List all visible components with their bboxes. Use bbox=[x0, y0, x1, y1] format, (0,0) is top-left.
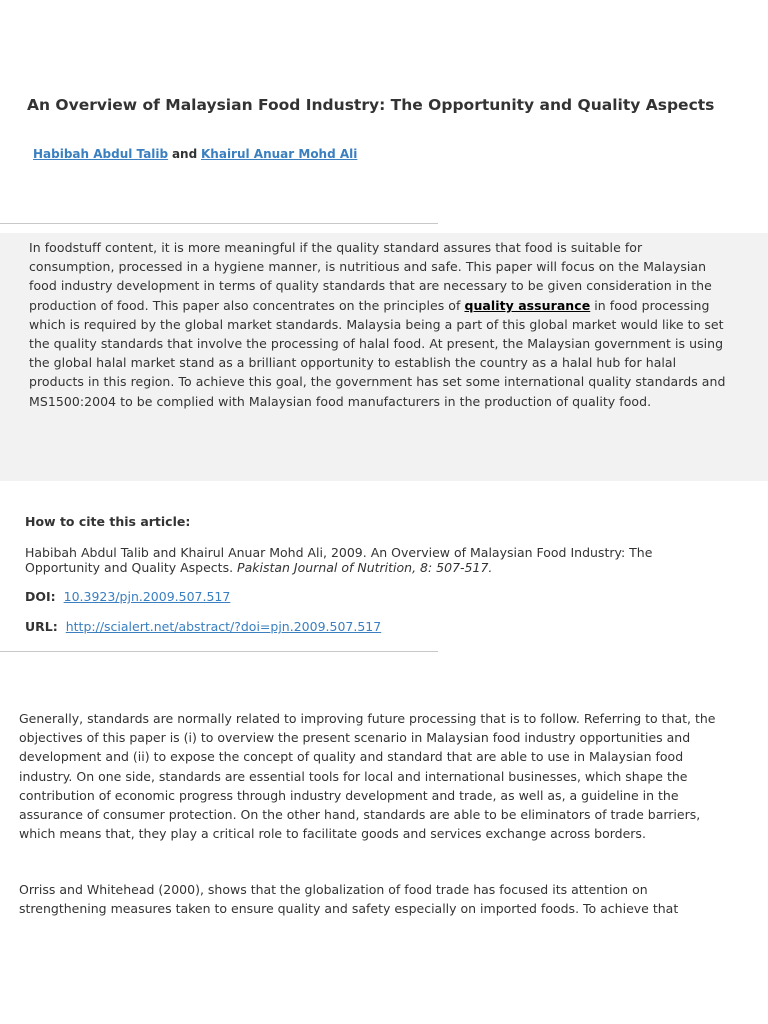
body-paragraph-2: Orriss and Whitehead (2000), shows that the globalization of food trade has focused its attention on strengthening measures taken to ensure quality and safety especially on imported foods. To achieve that bbox=[19, 882, 679, 917]
doi-row bbox=[25, 589, 230, 605]
cite-heading: How to cite this article: bbox=[25, 514, 191, 529]
citation-text bbox=[25, 545, 725, 575]
author-link-1[interactable]: Habibah Abdul Talib bbox=[33, 147, 169, 161]
doi-label: DOI: bbox=[25, 589, 56, 604]
author-conjunction: and bbox=[171, 147, 198, 161]
divider-bottom bbox=[0, 651, 438, 652]
doi-link[interactable]: 10.3923/pjn.2009.507.517 bbox=[63, 589, 231, 604]
quality-assurance-link[interactable]: quality assurance bbox=[464, 297, 591, 313]
abstract-text-part2: in food processing which is required by the global market standards. Malaysia being a part of this global market would like to set the quality standards that involve the processing of halal food. At present, the Malaysian government is using the global halal market stand as a brilliant opportunity to establish the country as a halal hub for halal products in this region. To achieve this goal, the government has set some international quality standards and MS1500:2004 to be complied with Malaysian food manufacturers in the production of quality food. bbox=[29, 297, 726, 409]
abstract-text bbox=[29, 238, 731, 411]
url-link[interactable]: http://scialert.net/abstract/?doi=pjn.2009.507.517 bbox=[65, 619, 382, 634]
author-list bbox=[33, 146, 357, 162]
body-paragraph-1: Generally, standards are normally related to improving future processing that is to follow. Referring to that, the objectives of this paper is (i) to overview the present scenario in Malaysian food industry opportunities and development and (ii) to expose the concept of quality and standard that are able to use in Malaysian food industry. On one side, standards are essential tools for local and international businesses, which shape the contribution of economic progress through industry development and trade, as well as, a guideline in the assurance of consumer protection. On the other hand, standards are able to be eliminators of trade barriers, which means that, they play a critical role to facilitate goods and services exchange across borders. bbox=[19, 711, 716, 842]
url-label: URL: bbox=[25, 619, 58, 634]
url-row bbox=[25, 619, 381, 635]
citation-authors-title: Habibah Abdul Talib and Khairul Anuar Mohd Ali, 2009. An Overview of Malaysian Food Industry: The Opportunity and Quality Aspects. bbox=[25, 545, 653, 575]
author-link-2[interactable]: Khairul Anuar Mohd Ali bbox=[201, 147, 358, 161]
article-title: An Overview of Malaysian Food Industry: The Opportunity and Quality Aspects bbox=[27, 96, 715, 114]
divider-top bbox=[0, 223, 438, 224]
citation-journal: Pakistan Journal of Nutrition, 8: 507-517. bbox=[237, 560, 493, 575]
abstract-text-part1: In foodstuff content, it is more meaningful if the quality standard assures that food is suitable for consumption, processed in a hygiene manner, is nutritious and safe. This paper will focus on the Malaysian food industry development in terms of quality standards that are necessary to be given consideration in the production of food. This paper also concentrates on the principles of bbox=[29, 240, 712, 313]
